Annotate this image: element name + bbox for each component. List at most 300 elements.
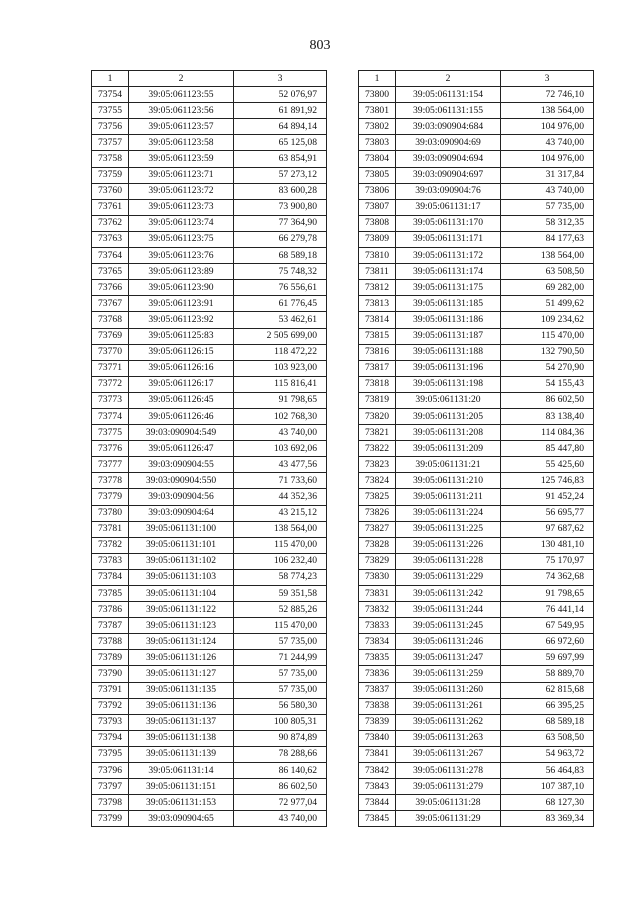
cadastral-number-cell: 39:05:061126:15 [129,344,234,360]
cadastral-number-cell: 39:05:061131:208 [396,425,501,441]
table-row [359,634,594,650]
value-cell: 86 602,50 [501,392,594,408]
table-row [359,537,594,553]
table-row [359,730,594,746]
value-cell: 59 697,99 [501,650,594,666]
row-number-cell: 73822 [359,441,396,457]
cadastral-number-cell: 39:05:061123:55 [129,87,234,103]
cadastral-number-cell: 39:05:061131:14 [129,763,234,779]
row-number-cell: 73819 [359,392,396,408]
value-cell: 84 177,63 [501,231,594,247]
row-number-cell: 73830 [359,569,396,585]
row-number-cell: 73791 [92,682,129,698]
table-row [92,215,327,231]
table-row [359,586,594,602]
cadastral-number-cell: 39:05:061131:225 [396,521,501,537]
table-row [359,183,594,199]
cadastral-number-cell: 39:05:061131:261 [396,698,501,714]
cadastral-number-cell: 39:05:061131:175 [396,280,501,296]
value-cell: 75 748,32 [234,264,327,280]
row-number-cell: 73801 [359,103,396,119]
cadastral-number-cell: 39:05:061131:247 [396,650,501,666]
row-number-cell: 73803 [359,135,396,151]
table-row [359,521,594,537]
table-row [359,746,594,762]
row-number-cell: 73756 [92,119,129,135]
row-number-cell: 73838 [359,698,396,714]
table-row [92,779,327,795]
cadastral-number-cell: 39:05:061123:59 [129,151,234,167]
value-cell: 54 270,90 [501,360,594,376]
row-number-cell: 73788 [92,634,129,650]
table-row [92,746,327,762]
value-cell: 57 273,12 [234,167,327,183]
cadastral-number-cell: 39:05:061131:205 [396,408,501,424]
table-row [92,151,327,167]
cadastral-number-cell: 39:05:061131:17 [396,199,501,215]
value-cell: 57 735,00 [234,634,327,650]
row-number-cell: 73771 [92,360,129,376]
value-cell: 2 505 699,00 [234,328,327,344]
table-row [359,167,594,183]
value-cell: 109 234,62 [501,312,594,328]
row-number-cell: 73763 [92,231,129,247]
row-number-cell: 73799 [92,811,129,827]
cadastral-number-cell: 39:05:061123:57 [129,119,234,135]
row-number-cell: 73784 [92,569,129,585]
value-cell: 57 735,00 [234,682,327,698]
value-cell: 61 891,92 [234,103,327,119]
row-number-cell: 73806 [359,183,396,199]
table-row [359,441,594,457]
table-row [359,119,594,135]
row-number-cell: 73833 [359,618,396,634]
value-cell: 91 452,24 [501,489,594,505]
row-number-cell: 73796 [92,763,129,779]
value-cell: 52 076,97 [234,87,327,103]
cadastral-number-cell: 39:03:090904:65 [129,811,234,827]
table-row [92,763,327,779]
table-row [359,151,594,167]
cadastral-number-cell: 39:05:061126:17 [129,376,234,392]
table-row [359,376,594,392]
row-number-cell: 73770 [92,344,129,360]
cadastral-number-cell: 39:05:061123:71 [129,167,234,183]
row-number-cell: 73805 [359,167,396,183]
cadastral-number-cell: 39:05:061131:228 [396,553,501,569]
row-number-cell: 73804 [359,151,396,167]
cadastral-number-cell: 39:05:061131:245 [396,618,501,634]
value-cell: 91 798,65 [501,586,594,602]
cadastral-number-cell: 39:03:090904:55 [129,457,234,473]
table-row [92,441,327,457]
cadastral-number-cell: 39:05:061131:188 [396,344,501,360]
row-number-cell: 73782 [92,537,129,553]
table-row [359,569,594,585]
table-row [92,87,327,103]
table-row [359,618,594,634]
table-row [92,376,327,392]
cadastral-number-cell: 39:05:061131:137 [129,714,234,730]
value-cell: 72 977,04 [234,795,327,811]
row-number-cell: 73798 [92,795,129,811]
value-cell: 51 499,62 [501,296,594,312]
table-row [92,618,327,634]
row-number-cell: 73754 [92,87,129,103]
value-cell: 43 740,00 [234,425,327,441]
value-cell: 54 963,72 [501,746,594,762]
value-cell: 114 084,36 [501,425,594,441]
row-number-cell: 73816 [359,344,396,360]
cadastral-number-cell: 39:05:061131:186 [396,312,501,328]
cadastral-number-cell: 39:03:090904:684 [396,119,501,135]
table-row [359,328,594,344]
right-table [358,70,594,827]
column-header: 3 [501,71,594,87]
table-row [359,425,594,441]
cadastral-number-cell: 39:05:061131:260 [396,682,501,698]
table-row [359,231,594,247]
cadastral-number-cell: 39:03:090904:694 [396,151,501,167]
table-row [359,489,594,505]
table-row [92,231,327,247]
value-cell: 106 232,40 [234,553,327,569]
value-cell: 83 369,34 [501,811,594,827]
table-row [92,602,327,618]
value-cell: 72 746,10 [501,87,594,103]
row-number-cell: 73843 [359,779,396,795]
cadastral-number-cell: 39:05:061131:244 [396,602,501,618]
row-number-cell: 73807 [359,199,396,215]
cadastral-number-cell: 39:03:090904:697 [396,167,501,183]
row-number-cell: 73834 [359,634,396,650]
cadastral-number-cell: 39:05:061131:20 [396,392,501,408]
row-number-cell: 73841 [359,746,396,762]
page-number: 803 [309,38,331,53]
cadastral-number-cell: 39:05:061131:123 [129,618,234,634]
table-row [359,264,594,280]
cadastral-number-cell: 39:05:061131:103 [129,569,234,585]
column-header: 2 [396,71,501,87]
cadastral-number-cell: 39:05:061123:72 [129,183,234,199]
value-cell: 31 317,84 [501,167,594,183]
cadastral-number-cell: 39:05:061131:242 [396,586,501,602]
row-number-cell: 73757 [92,135,129,151]
cadastral-number-cell: 39:05:061131:127 [129,666,234,682]
cadastral-number-cell: 39:03:090904:56 [129,489,234,505]
value-cell: 115 470,00 [234,537,327,553]
table-row [359,666,594,682]
cadastral-number-cell: 39:05:061131:267 [396,746,501,762]
cadastral-number-cell: 39:05:061123:90 [129,280,234,296]
row-number-cell: 73842 [359,763,396,779]
cadastral-number-cell: 39:05:061131:174 [396,264,501,280]
value-cell: 65 125,08 [234,135,327,151]
cadastral-number-cell: 39:05:061131:210 [396,473,501,489]
value-cell: 43 740,00 [501,183,594,199]
table-row [359,360,594,376]
value-cell: 43 215,12 [234,505,327,521]
value-cell: 63 508,50 [501,264,594,280]
cadastral-number-cell: 39:05:061131:278 [396,763,501,779]
cadastral-number-cell: 39:05:061131:196 [396,360,501,376]
value-cell: 118 472,22 [234,344,327,360]
table-row [359,408,594,424]
row-number-cell: 73787 [92,618,129,634]
value-cell: 97 687,62 [501,521,594,537]
row-number-cell: 73812 [359,280,396,296]
cadastral-number-cell: 39:05:061123:73 [129,199,234,215]
row-number-cell: 73797 [92,779,129,795]
cadastral-number-cell: 39:05:061131:172 [396,248,501,264]
value-cell: 58 889,70 [501,666,594,682]
value-cell: 71 733,60 [234,473,327,489]
row-number-cell: 73762 [92,215,129,231]
cadastral-number-cell: 39:05:061131:124 [129,634,234,650]
value-cell: 52 885,26 [234,602,327,618]
row-number-cell: 73825 [359,489,396,505]
table-row [92,537,327,553]
cadastral-number-cell: 39:05:061123:91 [129,296,234,312]
left-table [91,70,327,827]
row-number-cell: 73781 [92,521,129,537]
table-row [359,280,594,296]
cadastral-number-cell: 39:05:061131:170 [396,215,501,231]
value-cell: 43 740,00 [501,135,594,151]
row-number-cell: 73827 [359,521,396,537]
row-number-cell: 73813 [359,296,396,312]
table-row [92,183,327,199]
cadastral-number-cell: 39:05:061131:122 [129,602,234,618]
row-number-cell: 73766 [92,280,129,296]
cadastral-number-cell: 39:05:061131:28 [396,795,501,811]
value-cell: 103 923,00 [234,360,327,376]
row-number-cell: 73765 [92,264,129,280]
row-number-cell: 73826 [359,505,396,521]
row-number-cell: 73767 [92,296,129,312]
cadastral-number-cell: 39:05:061131:153 [129,795,234,811]
cadastral-number-cell: 39:05:061126:46 [129,408,234,424]
value-cell: 61 776,45 [234,296,327,312]
table-header-row [92,71,327,87]
row-number-cell: 73774 [92,408,129,424]
value-cell: 130 481,10 [501,537,594,553]
value-cell: 115 470,00 [234,618,327,634]
value-cell: 76 441,14 [501,602,594,618]
cadastral-number-cell: 39:05:061123:58 [129,135,234,151]
value-cell: 67 549,95 [501,618,594,634]
row-number-cell: 73809 [359,231,396,247]
row-number-cell: 73824 [359,473,396,489]
cadastral-number-cell: 39:05:061131:102 [129,553,234,569]
table-row [359,682,594,698]
table-row [92,634,327,650]
table-row [359,811,594,827]
row-number-cell: 73810 [359,248,396,264]
table-row [92,714,327,730]
table-row [359,763,594,779]
cadastral-number-cell: 39:05:061131:136 [129,698,234,714]
table-row [92,795,327,811]
value-cell: 76 556,61 [234,280,327,296]
row-number-cell: 73768 [92,312,129,328]
value-cell: 56 464,83 [501,763,594,779]
value-cell: 86 140,62 [234,763,327,779]
cadastral-number-cell: 39:03:090904:64 [129,505,234,521]
row-number-cell: 73829 [359,553,396,569]
row-number-cell: 73845 [359,811,396,827]
value-cell: 53 462,61 [234,312,327,328]
row-number-cell: 73789 [92,650,129,666]
table-row [92,167,327,183]
table-row [92,264,327,280]
table-row [92,312,327,328]
row-number-cell: 73823 [359,457,396,473]
row-number-cell: 73837 [359,682,396,698]
row-number-cell: 73777 [92,457,129,473]
table-row [359,698,594,714]
cadastral-number-cell: 39:05:061123:56 [129,103,234,119]
value-cell: 57 735,00 [501,199,594,215]
row-number-cell: 73808 [359,215,396,231]
value-cell: 55 425,60 [501,457,594,473]
value-cell: 115 816,41 [234,376,327,392]
value-cell: 83 600,28 [234,183,327,199]
row-number-cell: 73815 [359,328,396,344]
row-number-cell: 73831 [359,586,396,602]
cadastral-number-cell: 39:05:061131:262 [396,714,501,730]
table-row [359,650,594,666]
row-number-cell: 73817 [359,360,396,376]
value-cell: 56 580,30 [234,698,327,714]
table-row [359,103,594,119]
table-row [92,553,327,569]
row-number-cell: 73775 [92,425,129,441]
value-cell: 68 127,30 [501,795,594,811]
cadastral-number-cell: 39:05:061131:126 [129,650,234,666]
row-number-cell: 73818 [359,376,396,392]
row-number-cell: 73755 [92,103,129,119]
value-cell: 58 774,23 [234,569,327,585]
row-number-cell: 73828 [359,537,396,553]
value-cell: 78 288,66 [234,746,327,762]
table-row [92,248,327,264]
value-cell: 91 798,65 [234,392,327,408]
row-number-cell: 73821 [359,425,396,441]
cadastral-number-cell: 39:05:061131:21 [396,457,501,473]
table-row [359,457,594,473]
cadastral-number-cell: 39:05:061123:75 [129,231,234,247]
cadastral-number-cell: 39:05:061131:259 [396,666,501,682]
row-number-cell: 73780 [92,505,129,521]
cadastral-number-cell: 39:05:061131:135 [129,682,234,698]
value-cell: 90 874,89 [234,730,327,746]
cadastral-number-cell: 39:05:061131:211 [396,489,501,505]
row-number-cell: 73783 [92,553,129,569]
value-cell: 43 740,00 [234,811,327,827]
value-cell: 66 279,78 [234,231,327,247]
table-row [92,473,327,489]
table-row [359,199,594,215]
cadastral-number-cell: 39:05:061131:263 [396,730,501,746]
table-row [359,135,594,151]
column-header: 1 [359,71,396,87]
row-number-cell: 73790 [92,666,129,682]
table-row [359,392,594,408]
row-number-cell: 73832 [359,602,396,618]
table-row [92,360,327,376]
row-number-cell: 73761 [92,199,129,215]
value-cell: 63 508,50 [501,730,594,746]
row-number-cell: 73758 [92,151,129,167]
cadastral-number-cell: 39:05:061131:154 [396,87,501,103]
table-row [92,682,327,698]
row-number-cell: 73802 [359,119,396,135]
table-row [92,489,327,505]
value-cell: 115 470,00 [501,328,594,344]
table-row [92,199,327,215]
value-cell: 74 362,68 [501,569,594,585]
row-number-cell: 73793 [92,714,129,730]
row-number-cell: 73785 [92,586,129,602]
table-row [359,505,594,521]
cadastral-number-cell: 39:03:090904:76 [396,183,501,199]
row-number-cell: 73844 [359,795,396,811]
cadastral-number-cell: 39:05:061131:138 [129,730,234,746]
cadastral-number-cell: 39:03:090904:549 [129,425,234,441]
table-row [359,215,594,231]
value-cell: 100 805,31 [234,714,327,730]
value-cell: 58 312,35 [501,215,594,231]
value-cell: 85 447,80 [501,441,594,457]
cadastral-number-cell: 39:05:061131:101 [129,537,234,553]
table-row [92,425,327,441]
row-number-cell: 73839 [359,714,396,730]
cadastral-number-cell: 39:05:061131:100 [129,521,234,537]
cadastral-number-cell: 39:05:061123:76 [129,248,234,264]
cadastral-number-cell: 39:03:090904:69 [396,135,501,151]
column-header: 1 [92,71,129,87]
value-cell: 103 692,06 [234,441,327,457]
table-row [92,730,327,746]
value-cell: 132 790,50 [501,344,594,360]
table-row [359,296,594,312]
table-row [92,344,327,360]
row-number-cell: 73764 [92,248,129,264]
value-cell: 104 976,00 [501,151,594,167]
cadastral-number-cell: 39:05:061131:29 [396,811,501,827]
table-row [92,521,327,537]
table-row [92,392,327,408]
table-row [359,602,594,618]
table-row [359,473,594,489]
column-header: 3 [234,71,327,87]
row-number-cell: 73835 [359,650,396,666]
row-number-cell: 73760 [92,183,129,199]
row-number-cell: 73776 [92,441,129,457]
row-number-cell: 73759 [92,167,129,183]
value-cell: 86 602,50 [234,779,327,795]
value-cell: 57 735,00 [234,666,327,682]
cadastral-number-cell: 39:03:090904:550 [129,473,234,489]
cadastral-number-cell: 39:05:061125:83 [129,328,234,344]
row-number-cell: 73773 [92,392,129,408]
value-cell: 62 815,68 [501,682,594,698]
cadastral-number-cell: 39:05:061131:171 [396,231,501,247]
table-row [92,698,327,714]
value-cell: 83 138,40 [501,408,594,424]
value-cell: 138 564,00 [501,248,594,264]
